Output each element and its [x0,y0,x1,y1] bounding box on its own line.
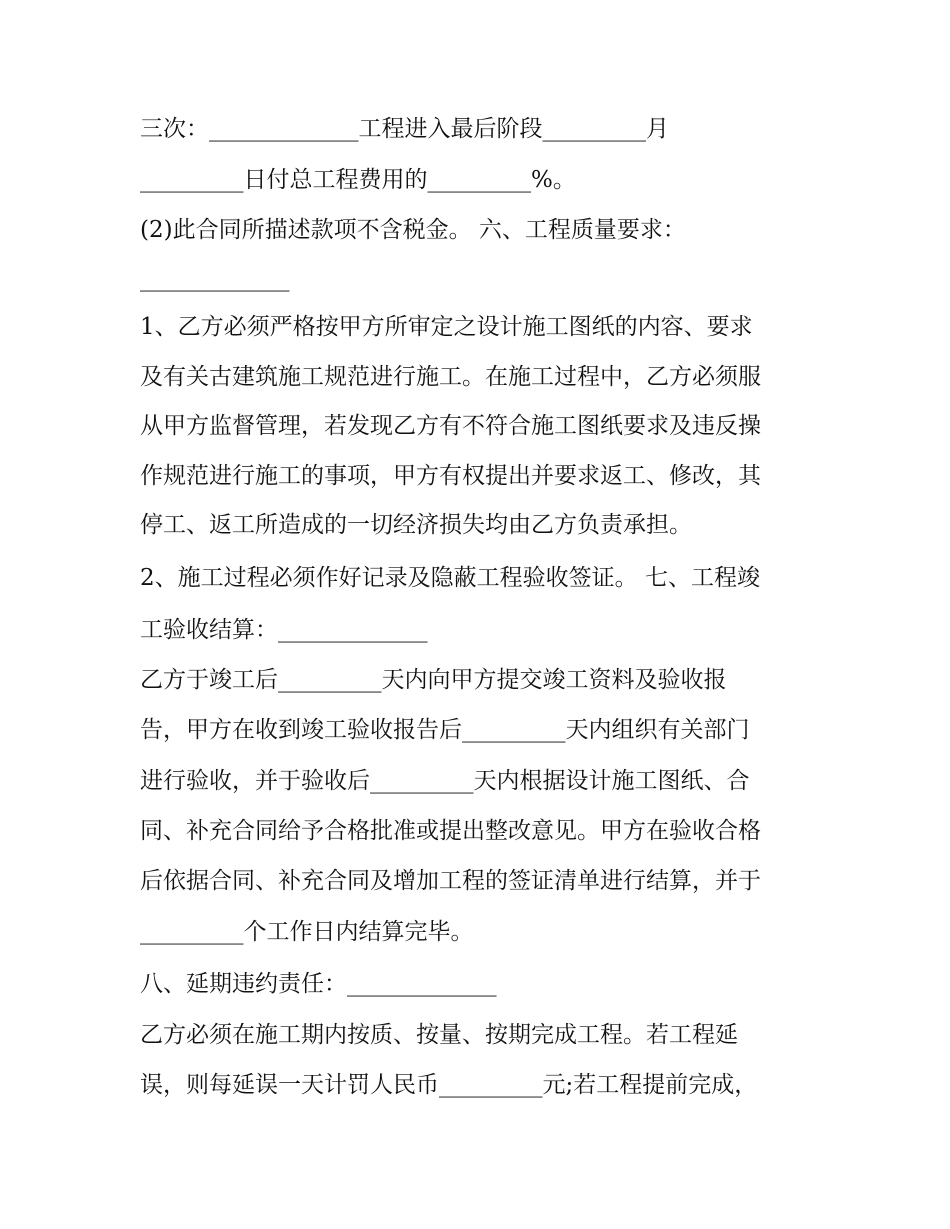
text-line: 进行验收，并于验收后_________天内根据设计施工图纸、合 [140,768,750,794]
text-line: 八、延期违约责任：_____________ [140,971,497,997]
text-line: 从甲方监督管理，若发现乙方有不符合施工图纸要求及违反操 [140,413,761,439]
text-line: 停工、返工所造成的一切经济损失均由乙方负责承担。 [140,512,692,538]
text-line: _____________ [140,266,290,292]
text-line: (2)此合同所描述款项不含税金。 六、工程质量要求： [140,217,686,243]
text-line: 乙方于竣工后_________天内向甲方提交竣工资料及验收报 [140,667,727,693]
text-line: 2、施工过程必须作好记录及隐蔽工程验收签证。 七、工程竣 [140,565,760,591]
text-line: 作规范进行施工的事项，甲方有权提出并要求返工、修改，其 [140,463,761,489]
text-line: 1、乙方必须严格按甲方所审定之设计施工图纸的内容、要求 [140,314,753,340]
text-line: 乙方必须在施工期内按质、按量、按期完成工程。若工程延 [140,1022,738,1048]
text-line: 后依据合同、补充合同及增加工程的签证清单进行结算，并于 [140,868,761,894]
text-line: 三次：_____________工程进入最后阶段_________月 [140,116,669,142]
text-line: _________日付总工程费用的_________%。 [140,167,576,193]
text-line: 告，甲方在收到竣工验收报告后_________天内组织有关部门 [140,717,750,743]
text-line: _________个工作日内结算完毕。 [140,919,474,945]
text-line: 工验收结算：_____________ [140,617,428,643]
text-line: 同、补充合同给予合格批准或提出整改意见。甲方在验收合格 [140,818,761,844]
text-line: 及有关古建筑施工规范进行施工。在施工过程中，乙方必须服 [140,364,761,390]
text-line: 误，则每延误一天计罚人民币_________元;若工程提前完成， [140,1072,758,1098]
